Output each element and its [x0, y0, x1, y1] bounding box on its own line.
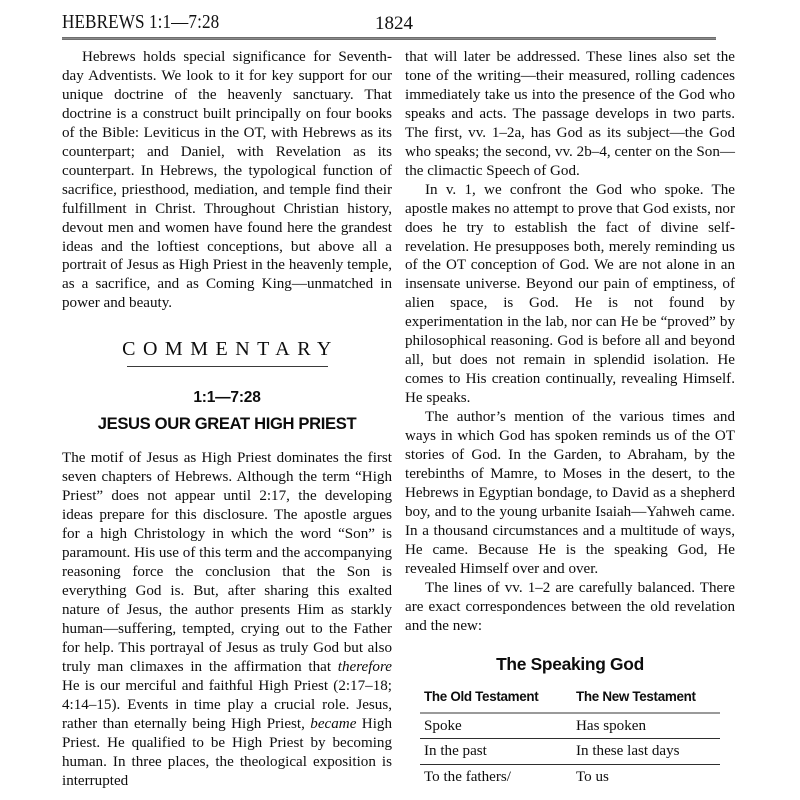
paragraph-verse-1: In v. 1, we confront the God who spoke. The apostle makes no attempt to prove that God exists, nor does he try to establish the fact of divine self-revelation. He presupposes both, merely reminding us of the OT conception of God. We are not alone in an insensate universe. Beyond our pain of emptiness, of alien space, is God. He is not found by experimentation in the lab, nor can He be “proved” by philosophical reasoning. God is before all and beyond all, but does not remain in splendid isolation. He comes to His creation continually, revealing Himself. He speaks. — [405, 181, 735, 407]
table-cell-old: Spoke — [420, 713, 572, 739]
header-divider — [62, 37, 716, 40]
table-title: The Speaking God — [496, 653, 644, 674]
continued-paragraph: that will later be addressed. These lines also set the tone of the writing—their measured, rolling cadences immediately take us into the presence of the God who speaks and acts. The passage develops in two parts. The first, vv. 1–2a, has God as its subject—the God who speaks; the second, vv. 2b–4, center on the Son—the climactic Speech of God. — [405, 49, 735, 179]
table-cell-new: To us — [576, 769, 609, 786]
page-number: 1824 — [375, 13, 413, 34]
commentary-heading-block — [62, 337, 392, 367]
table-cell-new: In these last days — [572, 739, 720, 765]
table-row — [420, 713, 720, 739]
body-text-segment-2: He is our merciful and faithful High Priest (2:17–18; 4:14–15). Events in time play a crucial role. Jesus, rather than eternally being High Priest, — [62, 677, 392, 732]
right-text-column — [405, 48, 735, 790]
table-cell-old: In the past — [420, 739, 572, 765]
paragraph-balanced-lines: The lines of vv. 1–2 are carefully balanced. There are exact correspondences between the old revelation and the new: — [405, 579, 735, 634]
column-header-new-testament: The New Testament — [572, 688, 720, 713]
commentary-divider — [127, 366, 328, 367]
section-title: JESUS OUR GREAT HIGH PRIEST — [97, 414, 357, 434]
body-text-segment-3: High Priest. He qualified to be High Priest by becoming human. In three places, the theological exposition is interrupted — [62, 715, 392, 789]
table-cell-old: To the fathers/ — [424, 769, 511, 786]
speaking-god-table-block — [405, 653, 735, 791]
intro-paragraph: Hebrews holds special significance for Seventh-day Adventists. We look to it for key support for our unique doctrine of the heavenly sanctuary. That doctrine is a construct built principally on four books of the Bible: Leviticus in the OT, with Hebrews as its counterpart; and Daniel, with Revelation as its counterpart. In Hebrews, the typological function of sacrifice, priesthood, mediation, and temple find their fulfillment in Christ. Throughout Christian history, devout men and women have found here the grandest ideas and the loftiest conceptions, but above all a portrait of Jesus as High Priest in the heavenly temple, as a sacrifice, and as Coming King—unmatched in power and beauty. — [62, 49, 392, 312]
column-header-old-testament: The Old Testament — [420, 688, 572, 713]
table-cell-new: Has spoken — [572, 713, 720, 739]
section-reference: 1:1—7:28 — [193, 389, 261, 407]
running-head — [62, 12, 716, 38]
body-italic-became: became — [310, 715, 357, 732]
running-head-title: HEBREWS 1:1—7:28 — [62, 12, 220, 33]
commentary-body-paragraph — [62, 449, 392, 790]
left-text-column — [62, 48, 392, 791]
paragraph-various-times: The author’s mention of the various times and ways in which God has spoken reminds us of the OT stories of God. In the Garden, to Abraham, by the terebinths of Mamre, to Moses in the desert, to the Hebrews in Egyptian bondage, to David as a shepherd boy, and to the young urbanite Isaiah—Yahweh came. In a thousand circumstances and a multitude of ways, He came. Because He is the speaking God, He revealed Himself over and over. — [405, 409, 735, 577]
body-italic-therefore: therefore — [337, 658, 392, 675]
table-row — [420, 739, 720, 765]
body-text-segment-1: The motif of Jesus as High Priest dominates the first seven chapters of Hebrews. Although the term “High Priest” does not appear until 2:17, the developing ideas prepare for this disclosure. The apostle argues for a high Christology in which the word “Son” is paramount. His use of this term and the accompanying reasoning force the conclusion that the Son is everything God is. But, after sharing this exalted nature of Jesus, the author presents Him as starkly human—suffering, tempted, crying out to the Father for help. This portrayal of Jesus as truly God but also truly man climaxes in the affirmation that — [62, 450, 392, 675]
table-row — [420, 765, 720, 790]
commentary-heading: COMMENTARY — [122, 338, 339, 361]
table-header-row — [420, 688, 720, 713]
speaking-god-table — [420, 688, 720, 791]
